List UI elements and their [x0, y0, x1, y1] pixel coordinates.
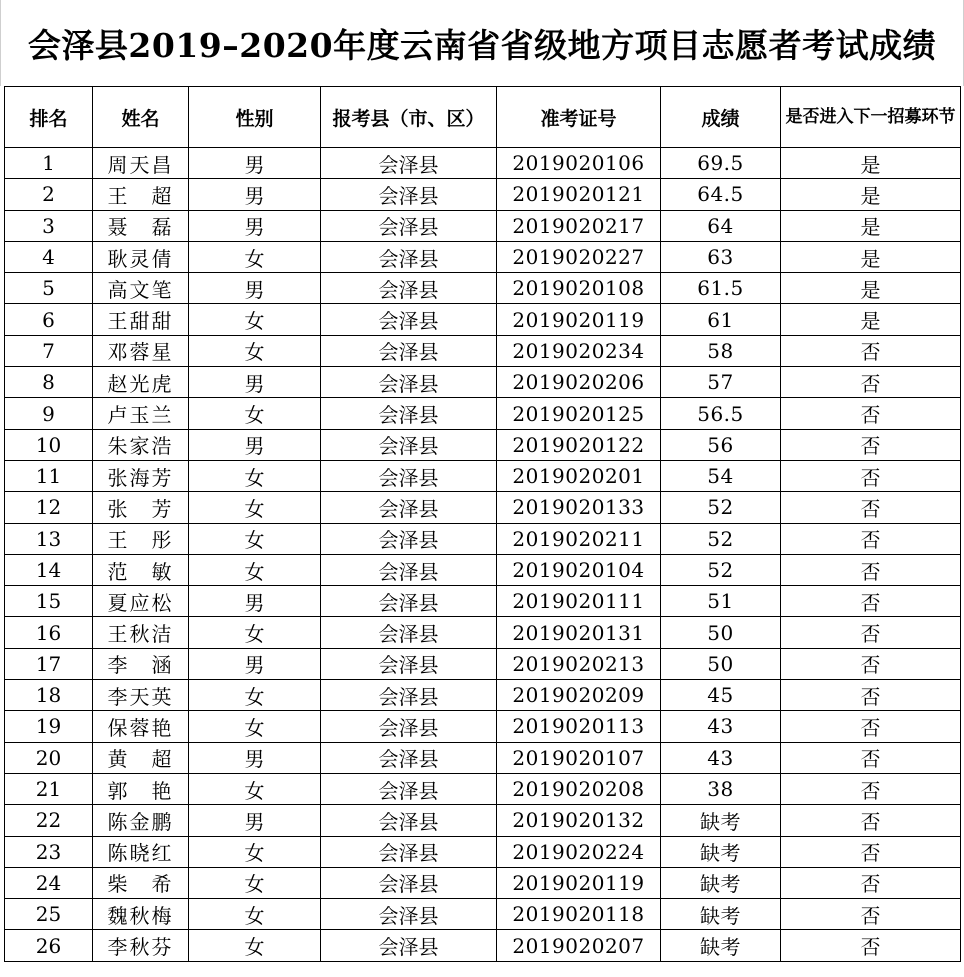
cell-score: 64 [661, 210, 781, 241]
cell-ticket: 2019020125 [497, 398, 661, 429]
cell-gender: 女 [189, 398, 321, 429]
results-table [4, 86, 961, 962]
column-header-name: 姓名 [93, 87, 189, 148]
cell-advance: 是 [781, 210, 961, 241]
cell-name: 张海芳 [93, 460, 189, 491]
cell-gender: 女 [189, 554, 321, 585]
cell-rank: 25 [5, 899, 93, 930]
cell-gender: 男 [189, 805, 321, 836]
table-row [5, 335, 961, 366]
cell-county: 会泽县 [321, 680, 497, 711]
table-row [5, 492, 961, 523]
cell-county: 会泽县 [321, 899, 497, 930]
cell-name: 范 敏 [93, 554, 189, 585]
cell-score: 61.5 [661, 273, 781, 304]
cell-rank: 12 [5, 492, 93, 523]
cell-gender: 男 [189, 586, 321, 617]
cell-advance: 否 [781, 429, 961, 460]
cell-rank: 19 [5, 711, 93, 742]
cell-rank: 23 [5, 836, 93, 867]
cell-name: 聂 磊 [93, 210, 189, 241]
cell-score: 缺考 [661, 867, 781, 898]
cell-county: 会泽县 [321, 210, 497, 241]
cell-rank: 20 [5, 742, 93, 773]
cell-ticket: 2019020209 [497, 680, 661, 711]
cell-name: 周天昌 [93, 148, 189, 179]
cell-gender: 女 [189, 836, 321, 867]
table-row [5, 742, 961, 773]
cell-score: 56 [661, 429, 781, 460]
cell-ticket: 2019020119 [497, 304, 661, 335]
cell-name: 陈金鹏 [93, 805, 189, 836]
cell-score: 52 [661, 492, 781, 523]
cell-county: 会泽县 [321, 523, 497, 554]
cell-rank: 4 [5, 241, 93, 272]
cell-score: 38 [661, 773, 781, 804]
cell-ticket: 2019020206 [497, 367, 661, 398]
cell-rank: 1 [5, 148, 93, 179]
cell-name: 赵光虎 [93, 367, 189, 398]
cell-county: 会泽县 [321, 773, 497, 804]
cell-ticket: 2019020234 [497, 335, 661, 366]
cell-gender: 男 [189, 429, 321, 460]
cell-advance: 是 [781, 304, 961, 335]
cell-ticket: 2019020201 [497, 460, 661, 491]
cell-ticket: 2019020121 [497, 179, 661, 210]
cell-ticket: 2019020224 [497, 836, 661, 867]
table-row [5, 773, 961, 804]
cell-name: 高文笔 [93, 273, 189, 304]
cell-rank: 14 [5, 554, 93, 585]
cell-advance: 是 [781, 179, 961, 210]
cell-gender: 男 [189, 179, 321, 210]
cell-name: 陈晓红 [93, 836, 189, 867]
cell-rank: 11 [5, 460, 93, 491]
cell-score: 52 [661, 523, 781, 554]
cell-gender: 女 [189, 241, 321, 272]
cell-rank: 9 [5, 398, 93, 429]
cell-ticket: 2019020207 [497, 930, 661, 961]
cell-advance: 是 [781, 148, 961, 179]
cell-county: 会泽县 [321, 304, 497, 335]
cell-advance: 否 [781, 523, 961, 554]
cell-county: 会泽县 [321, 648, 497, 679]
cell-rank: 10 [5, 429, 93, 460]
cell-name: 柴 希 [93, 867, 189, 898]
table-row [5, 398, 961, 429]
table-row [5, 554, 961, 585]
cell-name: 王秋洁 [93, 617, 189, 648]
cell-score: 57 [661, 367, 781, 398]
column-header-rank: 排名 [5, 87, 93, 148]
cell-name: 夏应松 [93, 586, 189, 617]
cell-county: 会泽县 [321, 241, 497, 272]
cell-county: 会泽县 [321, 492, 497, 523]
cell-name: 张 芳 [93, 492, 189, 523]
cell-gender: 女 [189, 617, 321, 648]
cell-ticket: 2019020131 [497, 617, 661, 648]
cell-advance: 是 [781, 241, 961, 272]
cell-rank: 16 [5, 617, 93, 648]
cell-rank: 22 [5, 805, 93, 836]
cell-ticket: 2019020217 [497, 210, 661, 241]
cell-advance: 否 [781, 367, 961, 398]
cell-ticket: 2019020211 [497, 523, 661, 554]
cell-score: 58 [661, 335, 781, 366]
cell-ticket: 2019020213 [497, 648, 661, 679]
cell-advance: 否 [781, 335, 961, 366]
cell-advance: 否 [781, 867, 961, 898]
cell-score: 缺考 [661, 899, 781, 930]
table-row [5, 836, 961, 867]
cell-gender: 女 [189, 492, 321, 523]
cell-rank: 8 [5, 367, 93, 398]
table-body [5, 148, 961, 962]
column-header-county: 报考县（市、区） [321, 87, 497, 148]
cell-gender: 男 [189, 742, 321, 773]
table-row [5, 711, 961, 742]
cell-ticket: 2019020111 [497, 586, 661, 617]
cell-gender: 男 [189, 148, 321, 179]
cell-ticket: 2019020122 [497, 429, 661, 460]
table-row [5, 241, 961, 272]
page-title: 会泽县2019–2020年度云南省省级地方项目志愿者考试成绩 [0, 0, 964, 86]
table-row [5, 586, 961, 617]
cell-advance: 否 [781, 930, 961, 961]
cell-score: 52 [661, 554, 781, 585]
cell-ticket: 2019020227 [497, 241, 661, 272]
cell-ticket: 2019020106 [497, 148, 661, 179]
column-header-ticket: 准考证号 [497, 87, 661, 148]
cell-rank: 3 [5, 210, 93, 241]
cell-gender: 女 [189, 304, 321, 335]
cell-gender: 女 [189, 867, 321, 898]
cell-gender: 女 [189, 523, 321, 554]
cell-advance: 否 [781, 899, 961, 930]
cell-county: 会泽县 [321, 148, 497, 179]
cell-gender: 女 [189, 680, 321, 711]
cell-name: 李天英 [93, 680, 189, 711]
cell-gender: 男 [189, 367, 321, 398]
cell-county: 会泽县 [321, 554, 497, 585]
cell-advance: 否 [781, 617, 961, 648]
cell-gender: 男 [189, 273, 321, 304]
cell-gender: 女 [189, 930, 321, 961]
cell-advance: 否 [781, 773, 961, 804]
cell-county: 会泽县 [321, 398, 497, 429]
cell-ticket: 2019020208 [497, 773, 661, 804]
cell-county: 会泽县 [321, 367, 497, 398]
table-row [5, 148, 961, 179]
cell-name: 李 涵 [93, 648, 189, 679]
cell-advance: 否 [781, 460, 961, 491]
cell-score: 51 [661, 586, 781, 617]
cell-gender: 男 [189, 648, 321, 679]
cell-name: 黄 超 [93, 742, 189, 773]
cell-county: 会泽县 [321, 617, 497, 648]
cell-rank: 21 [5, 773, 93, 804]
column-header-advance: 是否进入下一招募环节 [781, 87, 961, 148]
cell-score: 64.5 [661, 179, 781, 210]
cell-name: 卢玉兰 [93, 398, 189, 429]
cell-score: 61 [661, 304, 781, 335]
cell-advance: 否 [781, 398, 961, 429]
cell-advance: 否 [781, 554, 961, 585]
cell-county: 会泽县 [321, 867, 497, 898]
cell-advance: 否 [781, 836, 961, 867]
cell-county: 会泽县 [321, 335, 497, 366]
cell-gender: 女 [189, 711, 321, 742]
cell-advance: 否 [781, 586, 961, 617]
cell-advance: 否 [781, 492, 961, 523]
table-row [5, 867, 961, 898]
cell-county: 会泽县 [321, 742, 497, 773]
cell-rank: 17 [5, 648, 93, 679]
cell-name: 魏秋梅 [93, 899, 189, 930]
cell-advance: 否 [781, 805, 961, 836]
cell-rank: 18 [5, 680, 93, 711]
cell-county: 会泽县 [321, 273, 497, 304]
cell-name: 朱家浩 [93, 429, 189, 460]
cell-name: 王 彤 [93, 523, 189, 554]
cell-county: 会泽县 [321, 586, 497, 617]
cell-county: 会泽县 [321, 429, 497, 460]
cell-county: 会泽县 [321, 179, 497, 210]
cell-ticket: 2019020132 [497, 805, 661, 836]
cell-score: 缺考 [661, 805, 781, 836]
cell-score: 43 [661, 711, 781, 742]
cell-score: 54 [661, 460, 781, 491]
cell-ticket: 2019020107 [497, 742, 661, 773]
cell-score: 缺考 [661, 836, 781, 867]
table-row [5, 179, 961, 210]
cell-rank: 26 [5, 930, 93, 961]
cell-rank: 13 [5, 523, 93, 554]
cell-score: 43 [661, 742, 781, 773]
cell-rank: 15 [5, 586, 93, 617]
cell-county: 会泽县 [321, 460, 497, 491]
cell-county: 会泽县 [321, 711, 497, 742]
cell-name: 保蓉艳 [93, 711, 189, 742]
table-row [5, 680, 961, 711]
table-row [5, 805, 961, 836]
cell-score: 45 [661, 680, 781, 711]
cell-name: 邓蓉星 [93, 335, 189, 366]
table-row [5, 930, 961, 961]
cell-county: 会泽县 [321, 805, 497, 836]
cell-ticket: 2019020113 [497, 711, 661, 742]
cell-rank: 5 [5, 273, 93, 304]
table-row [5, 367, 961, 398]
cell-rank: 2 [5, 179, 93, 210]
column-header-gender: 性别 [189, 87, 321, 148]
cell-county: 会泽县 [321, 930, 497, 961]
table-row [5, 899, 961, 930]
cell-name: 郭 艳 [93, 773, 189, 804]
cell-name: 王甜甜 [93, 304, 189, 335]
cell-ticket: 2019020118 [497, 899, 661, 930]
cell-rank: 6 [5, 304, 93, 335]
cell-rank: 7 [5, 335, 93, 366]
cell-ticket: 2019020119 [497, 867, 661, 898]
header-row [5, 87, 961, 148]
cell-name: 耿灵倩 [93, 241, 189, 272]
cell-score: 缺考 [661, 930, 781, 961]
cell-gender: 女 [189, 899, 321, 930]
cell-score: 50 [661, 648, 781, 679]
cell-rank: 24 [5, 867, 93, 898]
table-row [5, 273, 961, 304]
table-row [5, 617, 961, 648]
cell-score: 56.5 [661, 398, 781, 429]
cell-ticket: 2019020104 [497, 554, 661, 585]
cell-gender: 男 [189, 210, 321, 241]
cell-name: 李秋芬 [93, 930, 189, 961]
cell-advance: 否 [781, 648, 961, 679]
cell-score: 50 [661, 617, 781, 648]
table-row [5, 648, 961, 679]
table-row [5, 210, 961, 241]
cell-name: 王 超 [93, 179, 189, 210]
cell-advance: 是 [781, 273, 961, 304]
cell-ticket: 2019020133 [497, 492, 661, 523]
table-row [5, 429, 961, 460]
table-row [5, 460, 961, 491]
cell-gender: 女 [189, 773, 321, 804]
cell-score: 63 [661, 241, 781, 272]
cell-county: 会泽县 [321, 836, 497, 867]
column-header-score: 成绩 [661, 87, 781, 148]
cell-advance: 否 [781, 680, 961, 711]
table-row [5, 304, 961, 335]
cell-ticket: 2019020108 [497, 273, 661, 304]
cell-advance: 否 [781, 742, 961, 773]
table-row [5, 523, 961, 554]
cell-gender: 女 [189, 335, 321, 366]
cell-score: 69.5 [661, 148, 781, 179]
cell-gender: 女 [189, 460, 321, 491]
cell-advance: 否 [781, 711, 961, 742]
